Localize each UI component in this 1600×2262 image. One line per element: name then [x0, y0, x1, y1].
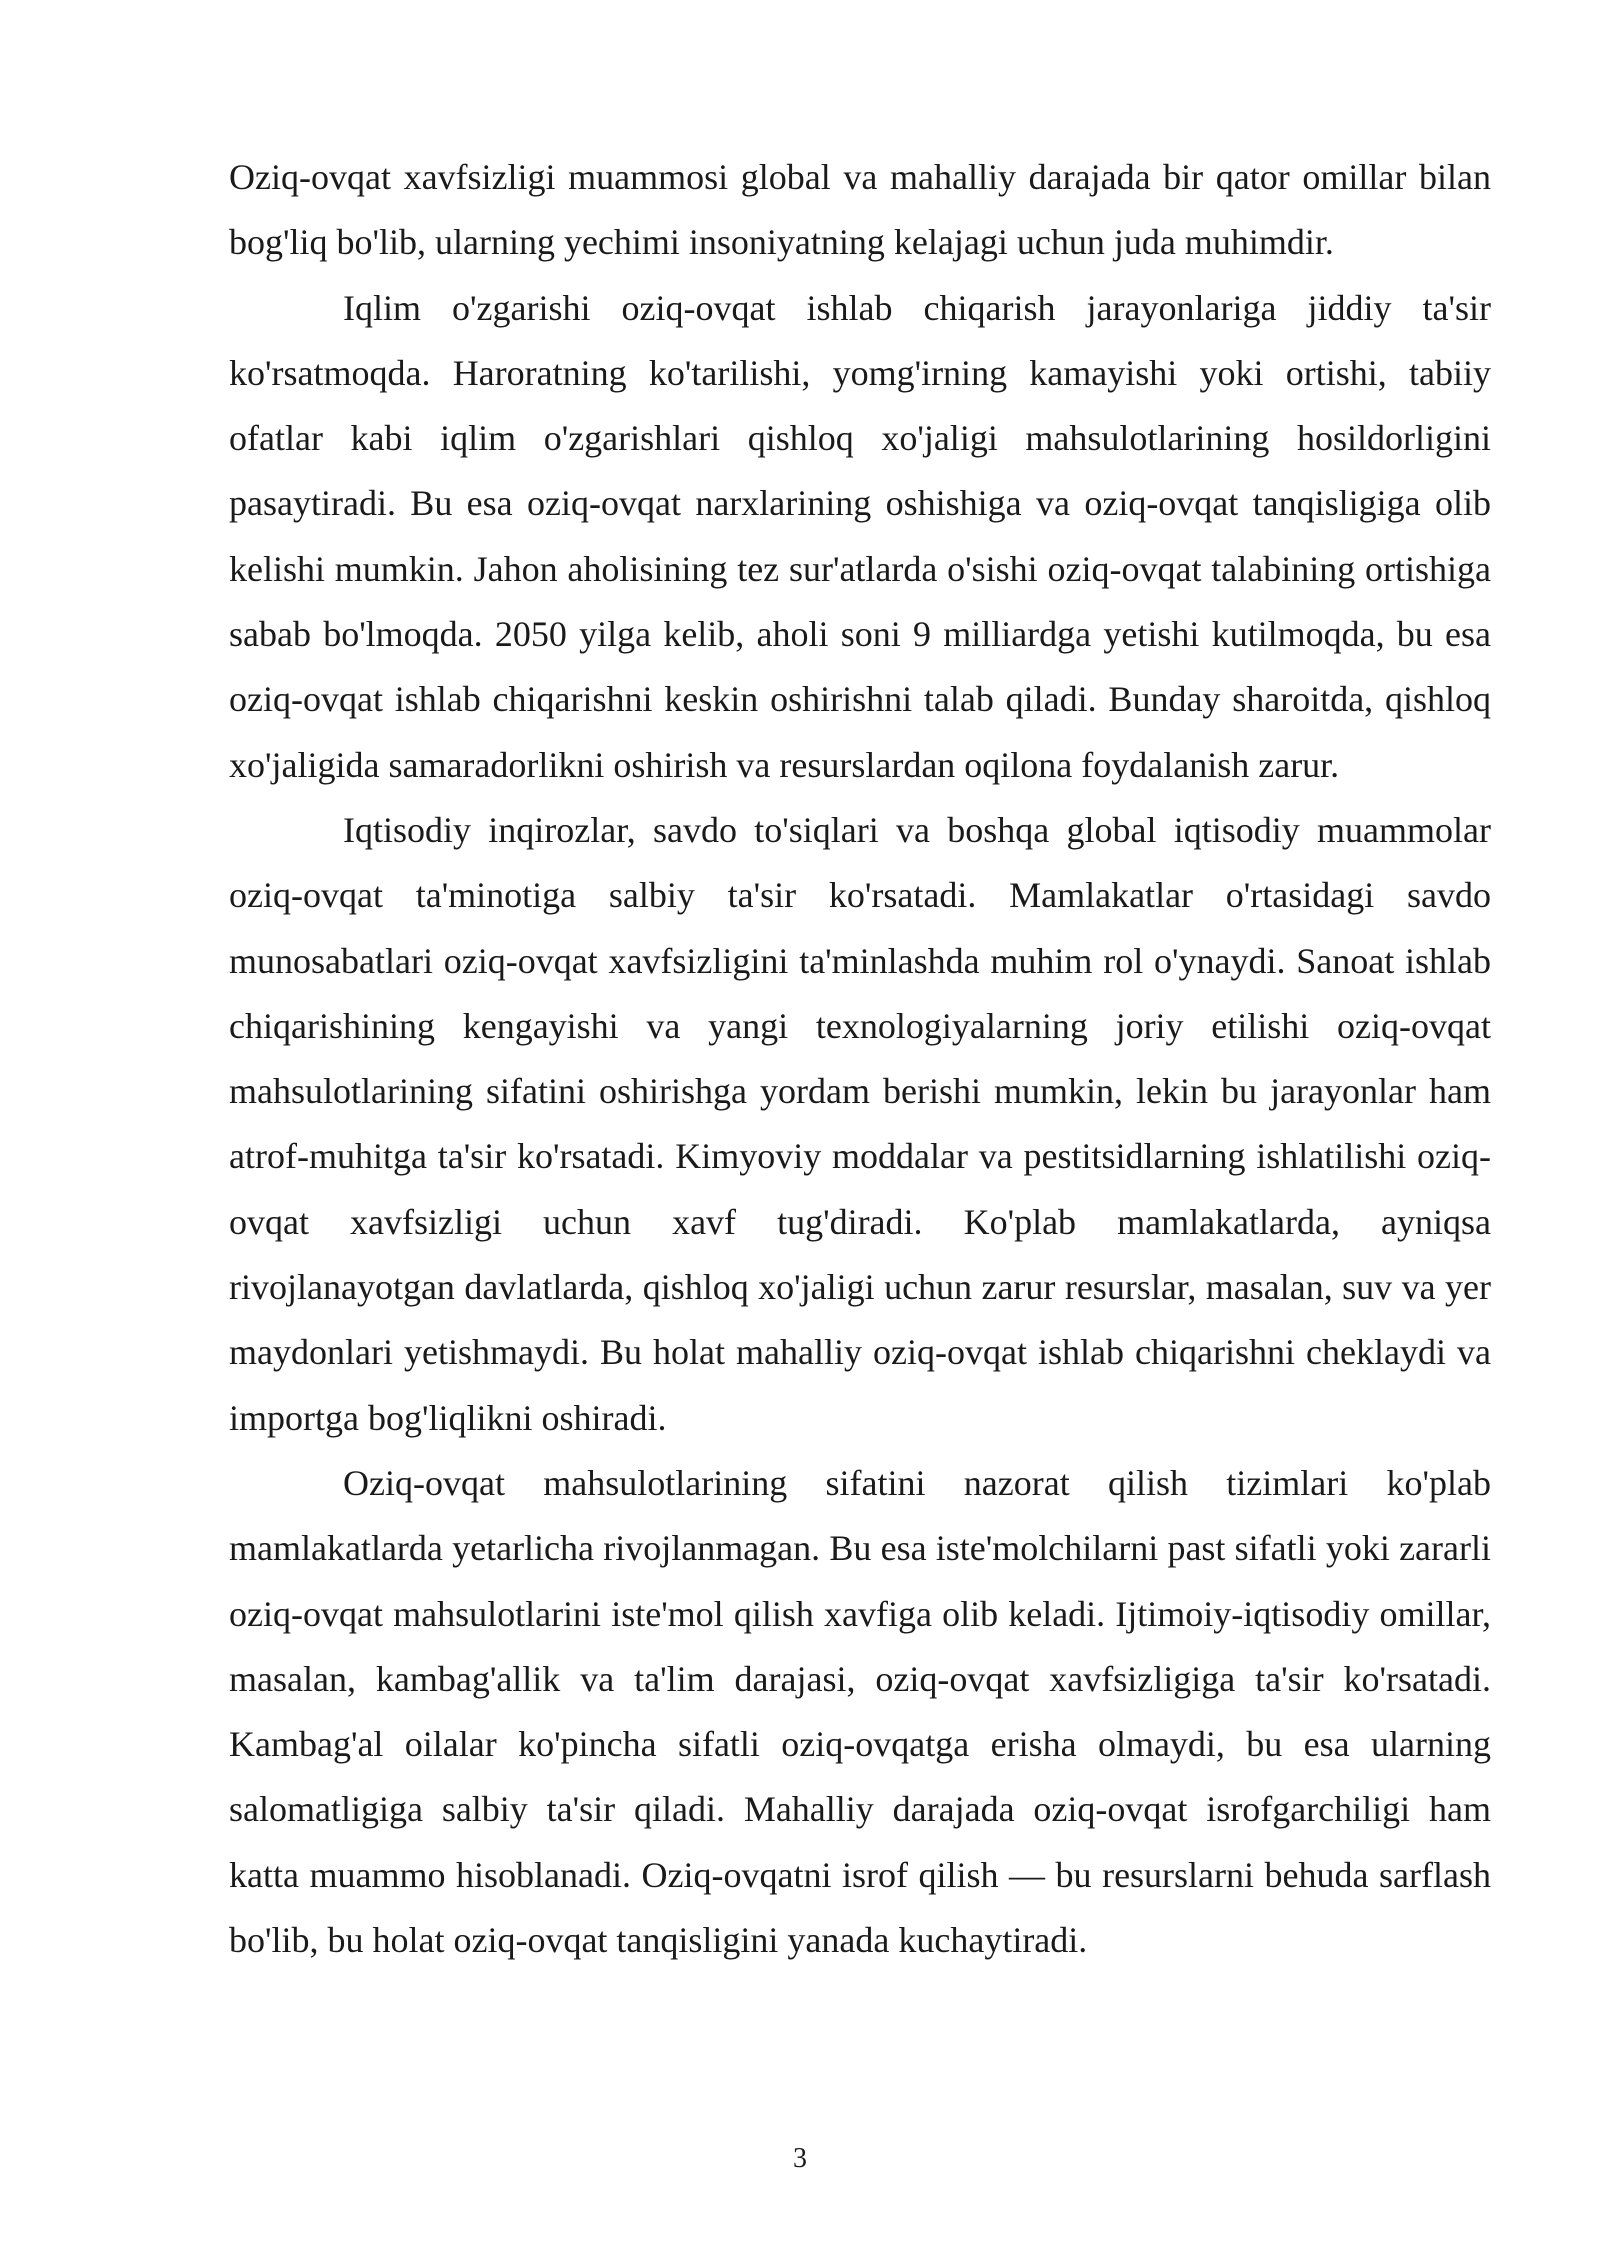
paragraph-quality-control: Oziq-ovqat mahsulotlarining sifatini nazorat qilish tizimlari ko'plab mamlakatlarda yetarlicha rivojlanmagan. Bu esa iste'molchilarni past sifatli yoki zararli oziq-ovqat mahsulotlarini iste'mol qilish xavfiga olib keladi. Ijtimoiy-iqtisodiy omillar, masalan, kambag'allik va ta'lim darajasi, oziq-ovqat xavfsizligiga ta'sir ko'rsatadi. Kambag'al oilalar ko'pincha sifatli oziq-ovqatga erisha olmaydi, bu esa ularning salomatligiga salbiy ta'sir qiladi. Mahalliy darajada oziq-ovqat isrofgarchiligi ham katta muammo hisoblanadi. Oziq-ovqatni isrof qilish — bu resurslarni behuda sarflash bo'lib, bu holat oziq-ovqat tanqisligini yanada kuchaytiradi. — [229, 1462, 1491, 1961]
body-text — [229, 145, 1491, 1973]
page-number: 3 — [793, 2143, 807, 2174]
paragraph-climate-change: Iqlim o'zgarishi oziq-ovqat ishlab chiqarish jarayonlariga jiddiy ta'sir ko'rsatmoqda. Haroratning ko'tarilishi, yomg'irning kamayishi yoki ortishi, tabiiy ofatlar kabi iqlim o'zgarishlari qishloq xo'jaligi mahsulotlarining hosildorligini pasaytiradi. Bu esa oziq-ovqat narxlarining oshishiga va oziq-ovqat tanqisligiga olib kelishi mumkin. Jahon aholisining tez sur'atlarda o'sishi oziq-ovqat talabining ortishiga sabab bo'lmoqda. 2050 yilga kelib, aholi soni 9 milliardga yetishi kutilmoqda, bu esa oziq-ovqat ishlab chiqarishni keskin oshirishni talab qiladi. Bunday sharoitda, qishloq xo'jaligida samaradorlikni oshirish va resurslardan oqilona foydalanish zarur. — [229, 287, 1491, 785]
paragraph-continuation: Oziq-ovqat xavfsizligi muammosi global va mahalliy darajada bir qator omillar bilan bog'liq bo'lib, ularning yechimi insoniyatning kelajagi uchun juda muhimdir. — [229, 157, 1491, 263]
paragraph-economic-crises: Iqtisodiy inqirozlar, savdo to'siqlari va boshqa global iqtisodiy muammolar oziq-ovqat ta'minotiga salbiy ta'sir ko'rsatadi. Mamlakatlar o'rtasidagi savdo munosabatlari oziq-ovqat xavfsizligini ta'minlashda muhim rol o'ynaydi. Sanoat ishlab chiqarishining kengayishi va yangi texnologiyalarning joriy etilishi oziq-ovqat mahsulotlarining sifatini oshirishga yordam berishi mumkin, lekin bu jarayonlar ham atrof-muhitga ta'sir ko'rsatadi. Kimyoviy moddalar va pestitsidlarning ishlatilishi oziq-ovqat xavfsizligi uchun xavf tug'diradi. Ko'plab mamlakatlarda, ayniqsa rivojlanayotgan davlatlarda, qishloq xo'jaligi uchun zarur resurslar, masalan, suv va yer maydonlari yetishmaydi. Bu holat mahalliy oziq-ovqat ishlab chiqarishni cheklaydi va importga bog'liqlikni oshiradi. — [229, 809, 1491, 1438]
